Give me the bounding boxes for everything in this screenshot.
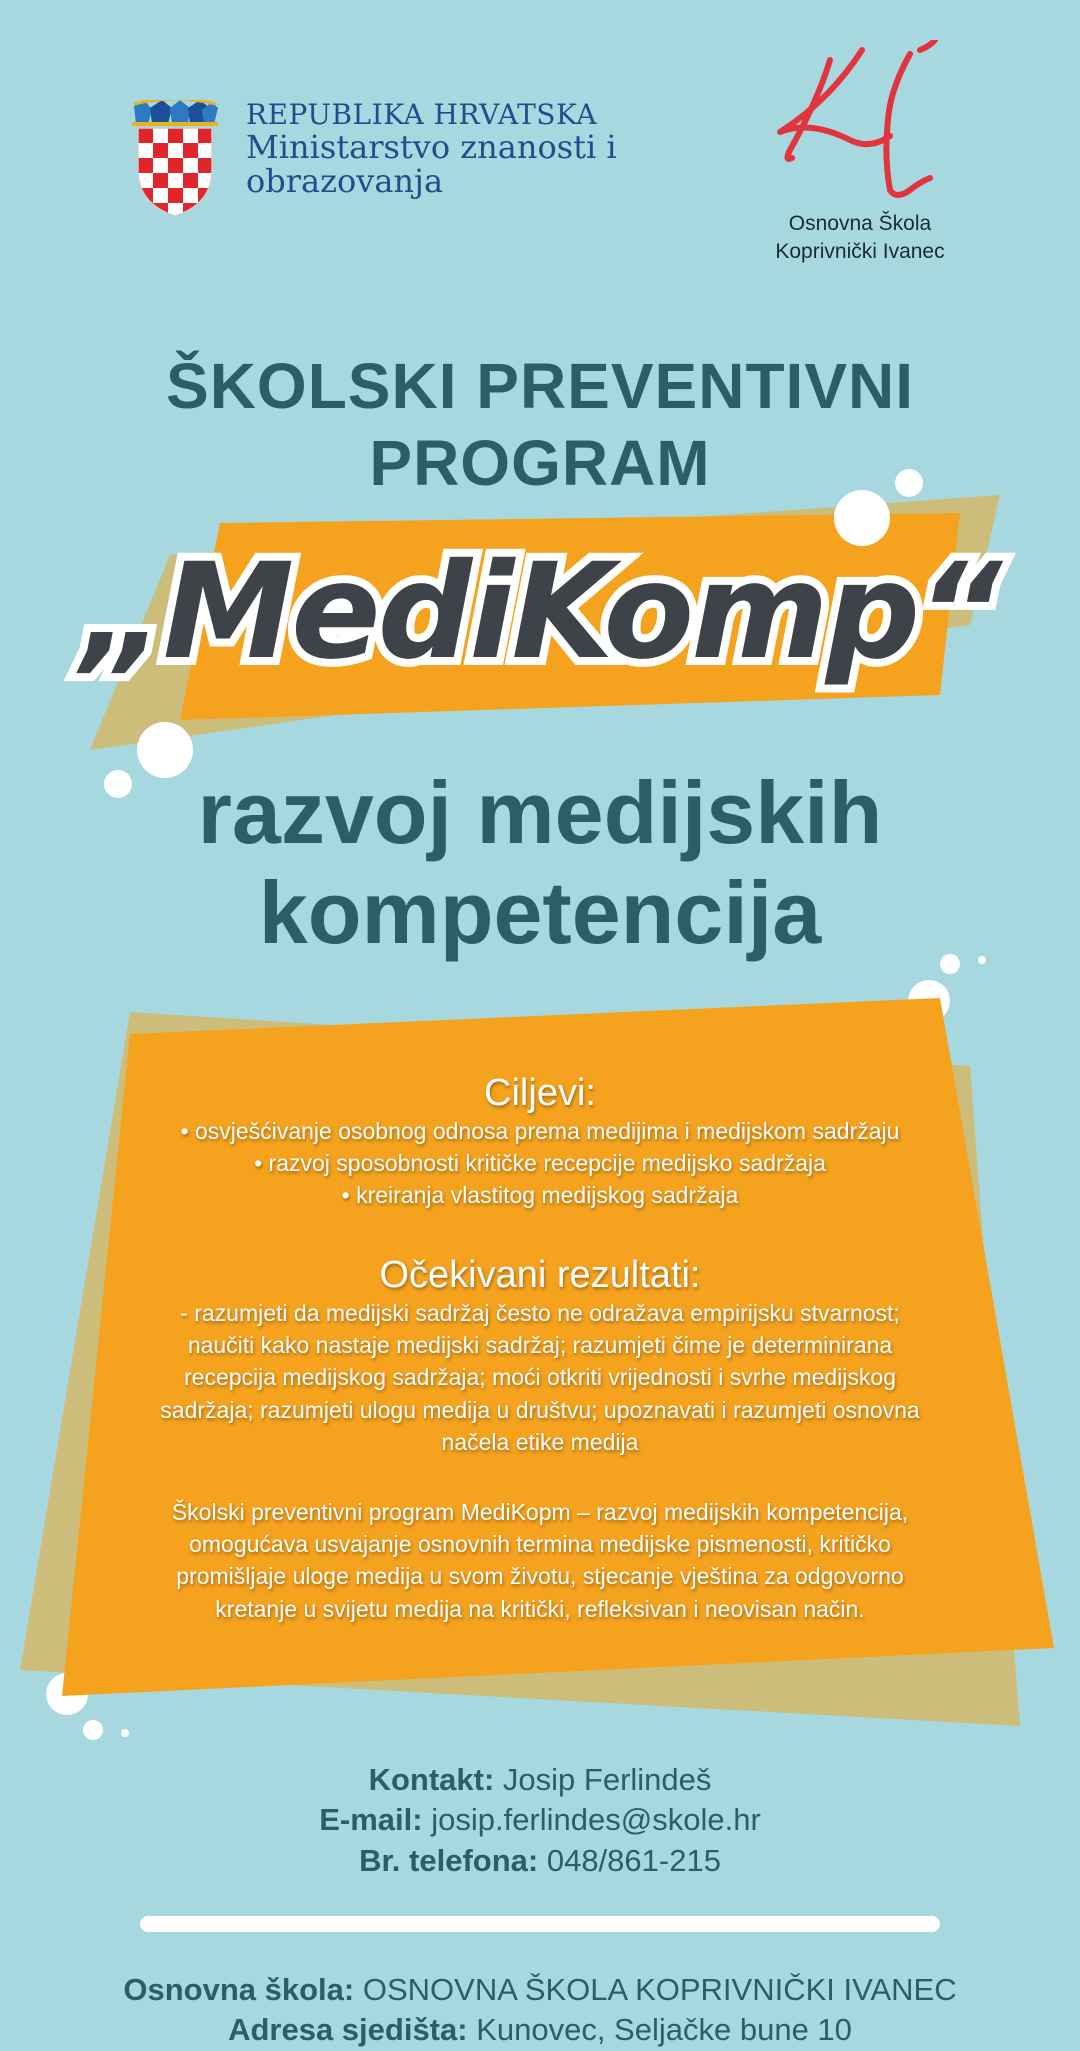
school-label: Osnovna škola: [123, 1972, 355, 2007]
program-title-line-1: ŠKOLSKI PREVENTIVNI [166, 350, 914, 422]
description-section [90, 1496, 990, 1625]
contact-email [140, 1800, 940, 1840]
description-line: omogućava usvajanje osnovnih termina medijske pismenosti, kritičko [189, 1531, 891, 1558]
goals-item: • kreiranja vlastitog medijskog sadržaja [341, 1182, 739, 1209]
description-line: Školski preventivni program MediKopm – razvoj medijskih kompetencija, [171, 1499, 909, 1525]
results-line: recepcija medijskog sadržaja; moći otkriti vrijednosti i svrhe medijskog [184, 1364, 896, 1391]
school-value: OSNOVNA ŠKOLA KOPRIVNIČKI IVANEC [354, 1972, 957, 2007]
program-subtitle-line-2: kompetencija [258, 863, 822, 963]
phone-label: Br. telefona: [359, 1842, 539, 1878]
school-name-line-2: Koprivnički Ivanec [775, 240, 945, 264]
results-line: sadržaja; razumjeti ulogu medija u društvu; upoznavati i razumjeti osnovna [160, 1396, 920, 1423]
results-section [90, 1254, 990, 1458]
ministry-line-2: Ministarstvo znanosti i [246, 127, 617, 166]
decor-bubble [895, 469, 923, 497]
program-title [100, 348, 980, 502]
footer-school [60, 1970, 1020, 2010]
phone-value: 048/861-215 [538, 1842, 721, 1878]
program-title-line-2: PROGRAM [369, 426, 711, 499]
description-line: kretanje u svijetu medija na kritički, refleksivan i neovisan način. [215, 1595, 865, 1622]
description-line: promišljaje uloge medija u svom životu, stjecanje vještina za odgovorno [176, 1563, 904, 1590]
program-subtitle-line-1: razvoj medijskih [197, 763, 883, 862]
program-name: „MediKomp“ [80, 535, 1000, 689]
ministry-line-3: obrazovanja [246, 162, 444, 201]
croatian-coat-of-arms-icon [132, 100, 218, 218]
contact-phone [140, 1841, 940, 1881]
school-name-line-1: Osnovna Škola [788, 212, 932, 235]
contact-section [140, 1760, 940, 1881]
results-line: - razumjeti da medijski sadržaj često ne odražava empirijsku stvarnost; [180, 1300, 900, 1326]
footer-address [60, 2010, 1020, 2050]
results-heading: Očekivani rezultati: [379, 1254, 701, 1296]
divider [140, 1916, 940, 1932]
ministry-name [246, 98, 617, 201]
school-name [740, 210, 980, 267]
contact-person [140, 1760, 940, 1800]
address-label: Adresa sjedišta: [228, 2012, 468, 2048]
goals-item: • osvješćivanje osobnog odnosa prema medijima i medijskom sadržaju [180, 1118, 900, 1144]
goals-section [90, 1072, 990, 1212]
email-label: E-mail: [319, 1802, 423, 1838]
results-line: naučiti kako nastaje medijski sadržaj; razumjeti čime je determinirana [187, 1332, 893, 1359]
contact-label: Kontakt: [368, 1762, 495, 1797]
contact-value: Josip Ferlindeš [494, 1762, 712, 1797]
goals-item: • razvoj sposobnosti kritičke recepcije medijsko sadržaja [254, 1150, 826, 1177]
results-line: načela etike medija [441, 1428, 639, 1455]
goals-heading: Ciljevi: [484, 1072, 596, 1114]
school-logo-icon [770, 40, 950, 200]
program-subtitle [60, 763, 1020, 964]
address-value: Kunovec, Seljačke bune 10 [467, 2012, 852, 2048]
ministry-line-1: REPUBLIKA HRVATSKA [246, 98, 597, 131]
footer [60, 1970, 1020, 2051]
email-value[interactable]: josip.ferlindes@skole.hr [422, 1802, 761, 1838]
